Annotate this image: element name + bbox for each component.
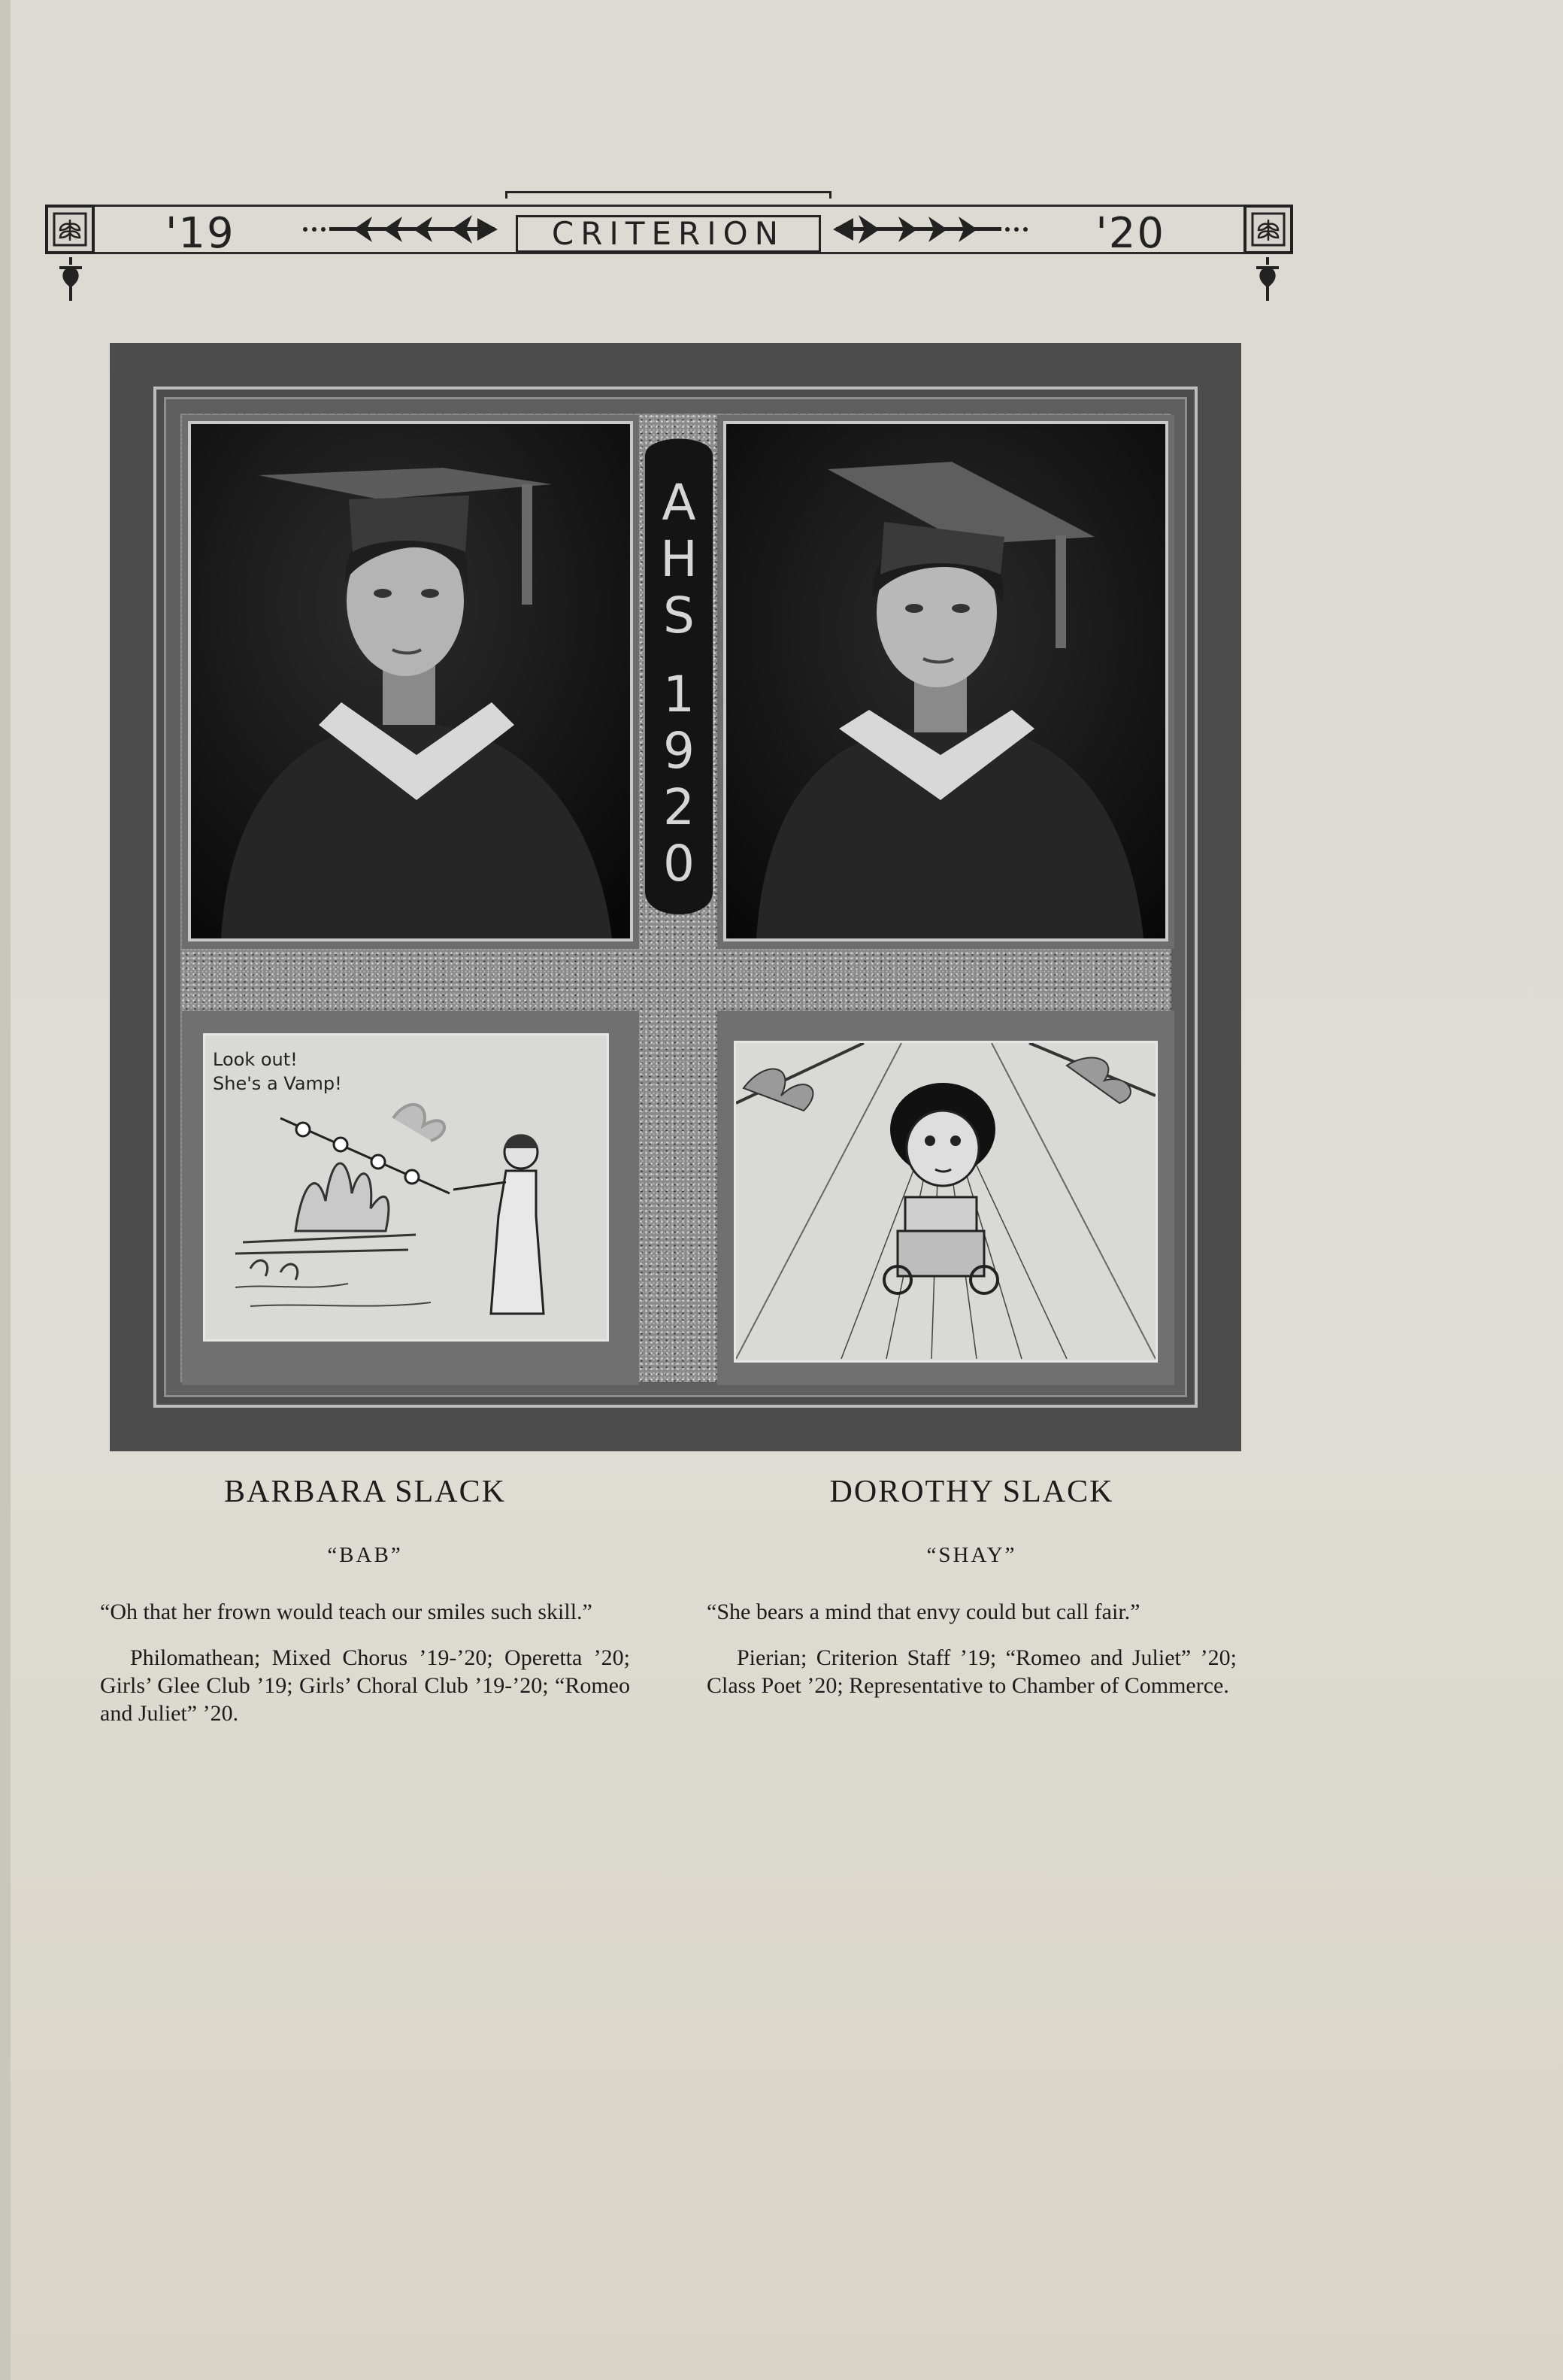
student-name: BARBARA SLACK — [224, 1475, 506, 1509]
student-entry-barbara — [100, 1466, 630, 1727]
page-edge — [0, 0, 11, 2380]
arrow-ornament-icon — [301, 211, 504, 248]
leaf-ornament-icon — [1243, 205, 1293, 254]
leaf-ornament-icon — [45, 205, 95, 254]
photo-mount — [110, 343, 1241, 1451]
student-activities: Pierian; Criterion Staff ’19; “Romeo and Juliet” ’20; Class Poet ’20; Representative to Chamber of Commerce. — [707, 1645, 1237, 1698]
student-name: DOROTHY SLACK — [829, 1475, 1114, 1509]
student-activities: Philomathean; Mixed Chorus ’19-’20; Operetta ’20; Girls’ Glee Club ’19; Girls’ Choral Club ’19-’20; “Romeo and Juliet” ’20. — [100, 1645, 630, 1726]
title-plate — [516, 215, 821, 253]
student-nickname: “SHAY” — [926, 1543, 1017, 1567]
ahs-1920-banner — [638, 433, 720, 922]
banner-digit: 0 — [663, 835, 695, 893]
header-title: CRITERION — [551, 215, 786, 252]
cartoon-vamp-campfire — [203, 1033, 609, 1342]
portrait-dorothy-slack — [723, 421, 1168, 941]
header-title-box — [505, 191, 831, 254]
student-quote: “She bears a mind that envy could but call fair.” — [707, 1599, 1140, 1624]
portrait-barbara-slack — [188, 421, 633, 941]
cartoon-caption: She's a Vamp! — [213, 1073, 342, 1094]
banner-letter: H — [660, 530, 698, 588]
cartoon-caption: Look out! — [213, 1049, 298, 1070]
banner-letter: A — [662, 474, 696, 532]
running-header — [45, 188, 1293, 308]
fleuron-pendant-icon — [52, 257, 89, 302]
header-year-left: '19 — [165, 209, 235, 258]
header-year-right: '20 — [1095, 209, 1165, 258]
student-entry-dorothy — [707, 1466, 1237, 1699]
banner-digit: 2 — [663, 778, 695, 836]
cartoon-girl-in-car — [734, 1041, 1158, 1363]
student-quote: “Oh that her frown would teach our smiles such skill.” — [100, 1599, 592, 1624]
banner-letter: S — [663, 587, 695, 644]
student-nickname: “BAB” — [327, 1543, 403, 1567]
arrow-ornament-icon — [827, 211, 1030, 248]
title-cap — [505, 191, 831, 199]
fleuron-pendant-icon — [1249, 257, 1286, 302]
banner-digit: 9 — [663, 722, 695, 780]
banner-digit: 1 — [663, 665, 695, 723]
